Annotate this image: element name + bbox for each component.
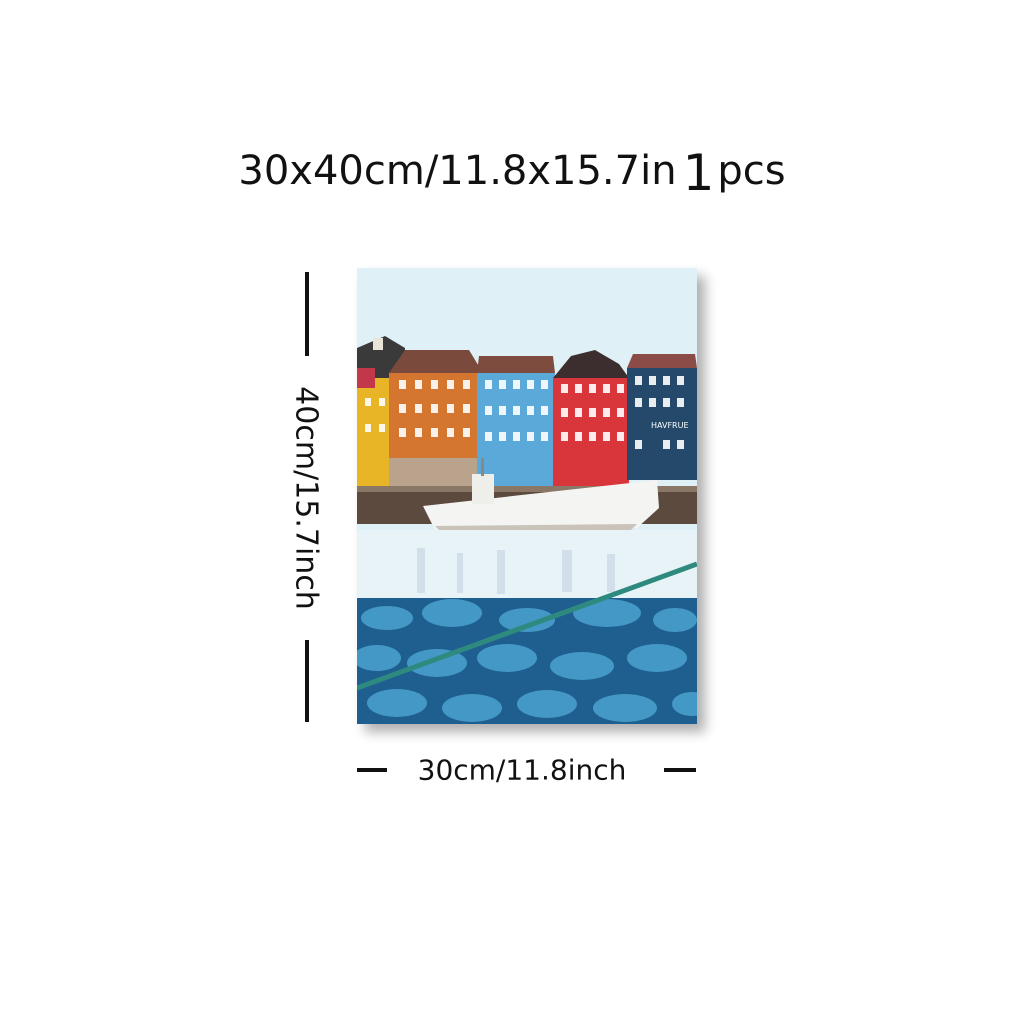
product-size-title (0, 138, 1024, 202)
quantity-number: 1 (682, 144, 715, 202)
width-label: 30cm/11.8inch (417, 753, 627, 787)
sign-havfrue: HAVFRUE (651, 421, 689, 430)
height-label: 40cm/15.7inch (288, 386, 324, 610)
width-bar-right (664, 768, 696, 772)
size-text: 30x40cm/11.8x15.7in (238, 148, 677, 194)
quantity-unit: pcs (717, 148, 786, 194)
height-bar-bottom (305, 640, 309, 722)
height-bar-top (305, 272, 309, 356)
width-bar-left (357, 768, 387, 772)
painting-canvas (357, 268, 697, 724)
nyhavn-painting (357, 268, 697, 724)
